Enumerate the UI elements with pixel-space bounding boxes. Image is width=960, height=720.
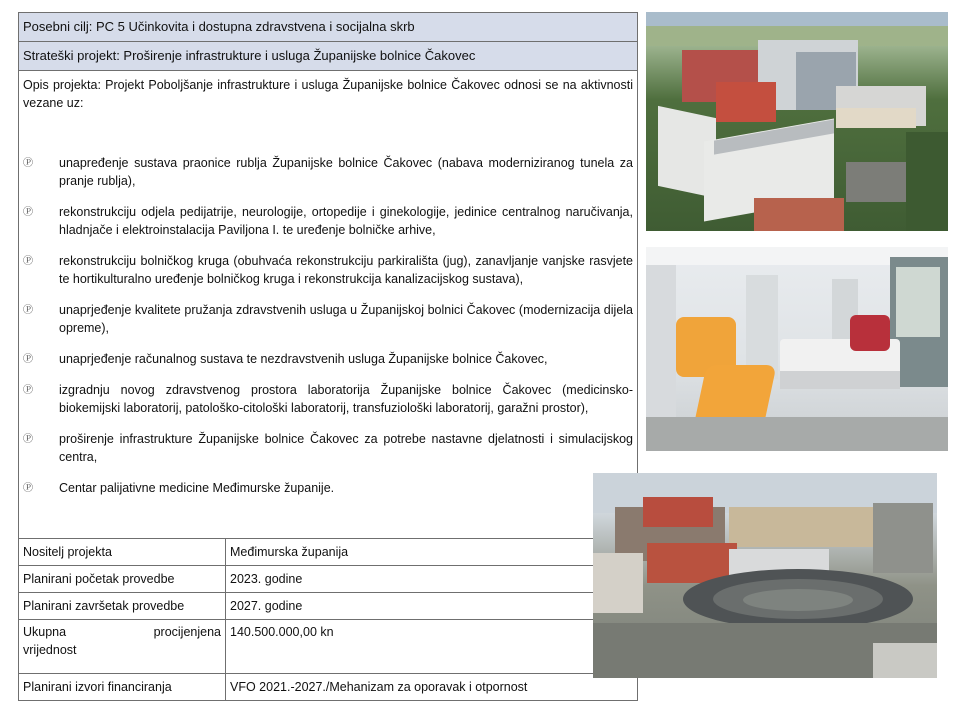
project-row [19, 42, 638, 71]
list-item [23, 479, 633, 497]
funding-value: VFO 2021.-2027./Mehanizam za oporavak i otpornost [226, 674, 638, 701]
description-cell [19, 71, 638, 539]
list-item-text: unaprjeđenje računalnog sustava te nezdravstvenih usluga Županijske bolnice Čakovec, [59, 352, 548, 366]
list-item [23, 252, 633, 288]
funding-row [19, 674, 638, 701]
clock-icon: Ⓟ [23, 483, 33, 494]
list-item-text: izgradnju novog zdravstvenog prostora laboratorija Županijske bolnice Čakovec (medicinsko-biokemijski laboratorij, patološko-citološki laboratorij, transfuziološki laboratorij, garažni prostor), [59, 383, 633, 415]
list-item [23, 381, 633, 417]
project-table [18, 12, 638, 701]
list-item-text: rekonstrukciju odjela pedijatrije, neurologije, ortopedije i ginekologije, jedinice centralnog naručivanja, hladnjače i elektroinstalacija Paviljona I. te uređenje bolničke arhive, [59, 205, 633, 237]
holder-label: Nositelj projekta [19, 539, 226, 566]
clock-icon: Ⓟ [23, 434, 33, 445]
list-item-text: unaprjeđenje kvalitete pružanja zdravstvenih usluga u Županijskoj bolnici Čakovec (modernizacija dijela opreme), [59, 303, 633, 335]
list-item-text: rekonstrukciju bolničkog kruga (obuhvaća rekonstrukciju parkirališta (jug), zanavljanje vanjske rasvjete te hortikulturalno uređenje bolničkog kruga i rekonstrukcija kanalizacijskog sustava), [59, 254, 633, 286]
funding-label: Planirani izvori financiranja [19, 674, 226, 701]
list-item-text: proširenje infrastrukture Županijske bolnice Čakovec za potrebe nastavne djelatnosti i simulacijskog centra, [59, 432, 633, 464]
end-label: Planirani završetak provedbe [19, 593, 226, 620]
holder-row [19, 539, 638, 566]
goal-cell: Posebni cilj: PC 5 Učinkovita i dostupna zdravstvena i socijalna skrb [19, 13, 638, 42]
holder-value: Međimurska županija [226, 539, 638, 566]
value-label [19, 620, 226, 674]
description-row [19, 71, 638, 539]
value-row [19, 620, 638, 674]
start-row [19, 566, 638, 593]
list-item [23, 430, 633, 466]
end-value: 2027. godine [226, 593, 638, 620]
value-label-part: Ukupna [23, 625, 67, 639]
list-item [23, 350, 633, 368]
hospital-roundabout-photo [593, 473, 937, 678]
clock-icon: Ⓟ [23, 158, 33, 169]
description-text: Opis projekta: Projekt Poboljšanje infrastrukture i usluga Županijske bolnice Čakovec odnosi se na aktivnosti vezane uz: [23, 78, 633, 110]
list-item-text: Centar palijativne medicine Međimurske županije. [59, 481, 335, 495]
hospital-room-photo [646, 247, 948, 451]
goal-row [19, 13, 638, 42]
value-amount: 140.500.000,00 kn [226, 620, 638, 674]
clock-icon: Ⓟ [23, 256, 33, 267]
clock-icon: Ⓟ [23, 207, 33, 218]
clock-icon: Ⓟ [23, 354, 33, 365]
end-row [19, 593, 638, 620]
start-label: Planirani početak provedbe [19, 566, 226, 593]
clock-icon: Ⓟ [23, 305, 33, 316]
value-label-part: procijenjena [153, 625, 221, 639]
value-label-part: vrijednost [23, 643, 77, 657]
list-item [23, 203, 633, 239]
hospital-aerial-photo [646, 12, 948, 231]
list-item [23, 154, 633, 190]
clock-icon: Ⓟ [23, 385, 33, 396]
list-item-text: unapređenje sustava praonice rublja Županijske bolnice Čakovec (nabava moderniziranog tunela za pranje rublja), [59, 156, 633, 188]
start-value: 2023. godine [226, 566, 638, 593]
project-title-cell: Strateški projekt: Proširenje infrastrukture i usluga Županijske bolnice Čakovec [19, 42, 638, 71]
list-item [23, 301, 633, 337]
